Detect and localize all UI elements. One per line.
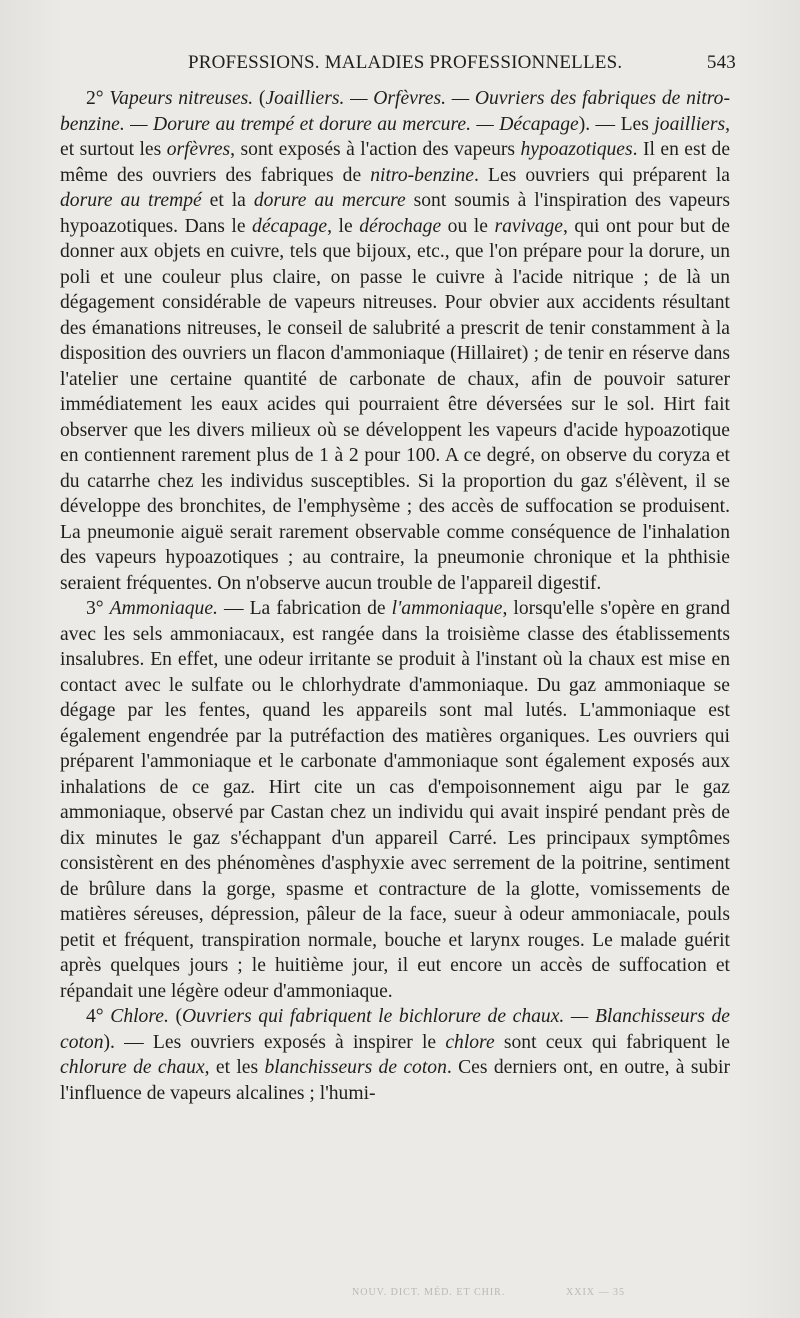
italic-run: chlore	[445, 1031, 495, 1053]
text-run: 4°	[86, 1006, 111, 1027]
paragraph-ammoniaque	[60, 596, 730, 1004]
italic-run: l'ammoniaque	[391, 598, 503, 619]
text-run: 2°	[86, 88, 110, 109]
text-run: sont ceux qui fabriquent le	[494, 1031, 730, 1053]
italic-run: joailliers	[654, 113, 726, 135]
text-run: sont soumis à l'inspiration des vapeurs hypoazotiques. Dans le	[60, 190, 730, 237]
text-run: , et les	[204, 1057, 265, 1078]
text-run: . Les ouvriers qui préparent la	[474, 164, 730, 186]
text-run: , et surtout les	[60, 113, 730, 160]
running-title: PROFESSIONS. MALADIES PROFESSIONNELLES.	[188, 52, 623, 73]
text-run: ). — Les	[578, 113, 655, 135]
signature-right: XXIX — 35	[566, 1287, 625, 1298]
text-run: ou le	[441, 215, 495, 237]
italic-run: hypoazotiques	[520, 139, 633, 160]
italic-run: Ouvriers qui fabriquent le bichlorure de chaux. — Blanchisseurs de coton	[60, 1006, 730, 1053]
italic-run: décapage	[252, 215, 328, 237]
italic-run: dorure au trempé	[60, 190, 202, 211]
italic-run: dérochage	[359, 215, 442, 237]
running-header	[60, 52, 736, 80]
italic-run: Ammoniaque.	[109, 598, 218, 619]
italic-run: Chlore.	[110, 1006, 169, 1027]
text-run: , sont exposés à l'action des vapeurs	[230, 139, 521, 160]
page-number: 543	[706, 52, 736, 73]
italic-run: chlorure de chaux	[60, 1057, 205, 1078]
text-run: . Il en est de même des ouvriers des fabriques de	[60, 139, 731, 186]
paragraph-chlore	[60, 1004, 730, 1106]
text-run: , qui ont pour but de donner aux objets en cuivre, tels que bijoux, etc., que l'on prépare pour la dorure, un poli et une couleur plus claire, on passe le cuivre à l'acide nitrique ; de là un dégagement considérable de vapeurs nitreuses. Pour obvier aux accidents résultant des émanations nitreuses, le conseil de salubrité a prescrit de tenir constamment à la disposition des ouvriers un flacon d'ammoniaque (Hillairet) ; de tenir en réserve dans l'atelier une certaine quantité de carbonate de chaux, afin de pouvoir saturer immédiatement les eaux acides qui pourraient être déversées sur le sol. Hirt fait observer que les divers milieux où se développent les vapeurs d'acide hypoazotique en contiennent rarement plus de 1 à 2 pour 100. A ce degré, on observe du coryza et du catarrhe chez les individus susceptibles. Si la proportion du gaz s'élèvent, il se développe des bronchites, de l'emphysème ; des accès de suffocation se produisent. La pneumonie aiguë serait rarement observable comme conséquence de l'inhalation des vapeurs hypoazotiques ; au contraire, la pneumonie chronique et la phthisie seraient fréquentes. On n'observe aucun trouble de l'appareil digestif.	[60, 215, 730, 594]
italic-run: orfèvres	[166, 139, 231, 160]
italic-run: blanchisseurs de coton	[264, 1057, 447, 1078]
italic-run: dorure au mercure	[253, 190, 406, 211]
text-run: , le	[327, 215, 360, 237]
paragraph-vapeurs-nitreuses	[60, 86, 730, 596]
signature-left: NOUV. DICT. MÉD. ET CHIR.	[352, 1287, 506, 1298]
printer-signature	[0, 1287, 800, 1307]
text-run: (	[253, 88, 266, 109]
text-run: et la	[201, 190, 254, 211]
text-run: ). — Les ouvriers exposés à inspirer le	[103, 1031, 446, 1053]
text-run: 3°	[86, 598, 110, 619]
page-body	[60, 86, 730, 1106]
text-run: — La fabrication de	[217, 598, 392, 619]
text-run: , lorsqu'elle s'opère en grand avec les sels ammoniacaux, est rangée dans la troisième classe des établissements insalubres. En effet, une odeur irritante se produit à l'instant où la chaux est mise en contact avec le sulfate ou le chlorhydrate d'ammoniaque. Du gaz ammoniaque se dégage par les fentes, quand les appareils sont mal lutés. L'ammoniaque est également engendrée par la putréfaction des matières organiques. Les ouvriers qui préparent l'ammoniaque et le carbonate d'ammoniaque sont également exposés aux inhalations de ce gaz. Hirt cite un cas d'empoisonnement aigu par le gaz ammoniaque, observé par Castan chez un individu qui avait inspiré pendant près de dix minutes le gaz s'échappant d'un appareil Carré. Les principaux symptômes consistèrent en des phénomènes d'asphyxie avec serrement de la poitrine, sentiment de brûlure dans la gorge, spasme et contracture de la glotte, vomissements de matières séreuses, dépression, pâleur de la face, sueur à odeur ammoniacale, pouls petit et fréquent, transpiration normale, bouche et larynx rouges. Le malade guérit après quelques jours ; le huitième jour, il eut encore un accès de suffocation et répandait une légère odeur d'ammoniaque.	[60, 598, 731, 1002]
text-run: (	[168, 1006, 182, 1027]
text-run: . Ces derniers ont, en outre, à subir l'influence de vapeurs alcalines ; l'humi-	[60, 1057, 731, 1104]
italic-run: Vapeurs nitreuses.	[109, 88, 254, 109]
italic-run: nitro-benzine	[370, 164, 475, 186]
italic-run: Joailliers. — Orfèvres. — Ouvriers des fabriques de nitro-benzine. — Dorure au trempé et dorure au mercure. — Décapage	[60, 88, 731, 135]
italic-run: ravivage	[494, 215, 564, 237]
